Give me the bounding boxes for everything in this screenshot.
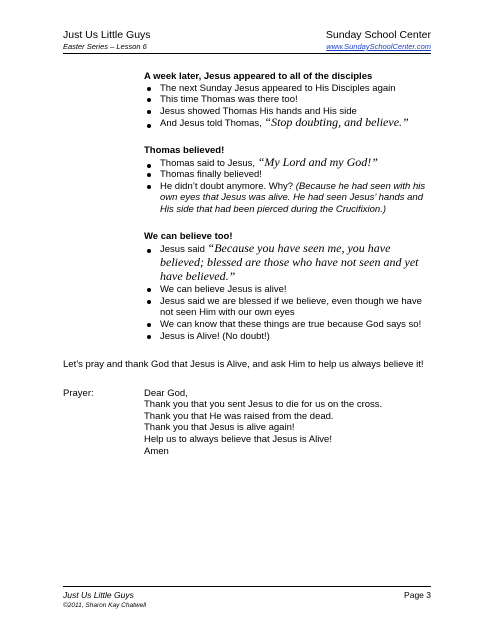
item-text: He didn’t doubt anymore. Why? (160, 180, 296, 192)
item-text: Thomas said to Jesus, (160, 157, 258, 169)
page-body (63, 71, 431, 457)
footer-divider (63, 586, 431, 587)
section-appearance (144, 71, 431, 130)
header-website-link[interactable]: www.SundaySchoolCenter.com (326, 42, 431, 51)
list-item: We can believe Jesus is alive! (144, 284, 431, 296)
list-item: We can know that these things are true because God says so! (144, 319, 431, 331)
quote-text: “My Lord and my God!” (257, 154, 378, 169)
item-text: Jesus said (160, 244, 208, 256)
list-item: Jesus is Alive! (No doubt!) (144, 331, 431, 343)
footer-title: Just Us Little Guys (63, 590, 134, 600)
page-header (63, 29, 431, 54)
prayer-line: Thank you that you sent Jesus to die for us on the cross. (144, 399, 383, 411)
prayer-line: Help us to always believe that Jesus is Alive! (144, 434, 332, 446)
section-title: A week later, Jesus appeared to all of the disciples (144, 71, 373, 82)
list-item (144, 154, 431, 170)
section-thomas-believed (144, 145, 431, 216)
prayer-line: Thank you that Jesus is alive again! (144, 422, 295, 434)
quote-text: “Because you have seen me, you have believed; blessed are those who have not seen and yet have believed.” (160, 241, 419, 284)
list-item (144, 181, 431, 216)
header-subtitle: Easter Series – Lesson 6 (63, 42, 147, 51)
list-item: Jesus said we are blessed if we believe, even though we have not seen Him with our own eyes (144, 296, 431, 319)
list-item (144, 117, 431, 130)
explanation-note: (Because he had seen with his own eyes that Jesus was alive. He had seen Jesus’ hands and His side that had been pierced during the Crucifixion.) (160, 180, 426, 215)
section-title: Thomas believed! (144, 144, 225, 156)
list-item: Jesus showed Thomas His hands and His side (144, 106, 431, 118)
prayer-line: Thank you that He was raised from the dead. (144, 410, 334, 422)
prayer-line: Amen (144, 445, 169, 457)
list-item (144, 242, 431, 284)
bullet-list (144, 154, 431, 216)
list-item: This time Thomas was there too! (144, 94, 431, 106)
list-item: Thomas finally believed! (144, 169, 431, 181)
section-we-believe (144, 231, 431, 343)
footer-copyright: ©2011, Sharon Kay Chatwell (63, 602, 147, 609)
closing-text: Let’s pray and thank God that Jesus is Alive, and ask Him to help us always believe it! (63, 359, 424, 371)
page-footer (63, 586, 431, 609)
prayer-lines (144, 388, 382, 458)
section-title: We can believe too! (144, 230, 233, 242)
prayer-label: Prayer: (63, 387, 94, 399)
bullet-list (144, 242, 431, 342)
quote-text: “Stop doubting, and believe.” (264, 115, 409, 130)
header-divider (63, 53, 431, 54)
bullet-list (144, 83, 431, 130)
header-title-left: Just Us Little Guys (63, 29, 151, 41)
header-title-right: Sunday School Center (325, 29, 431, 41)
page-number: Page 3 (404, 590, 431, 600)
item-text: And Jesus told Thomas, (160, 118, 265, 130)
prayer-block (63, 388, 431, 458)
prayer-line: Dear God, (144, 387, 188, 399)
list-item: The next Sunday Jesus appeared to His Disciples again (144, 83, 431, 95)
